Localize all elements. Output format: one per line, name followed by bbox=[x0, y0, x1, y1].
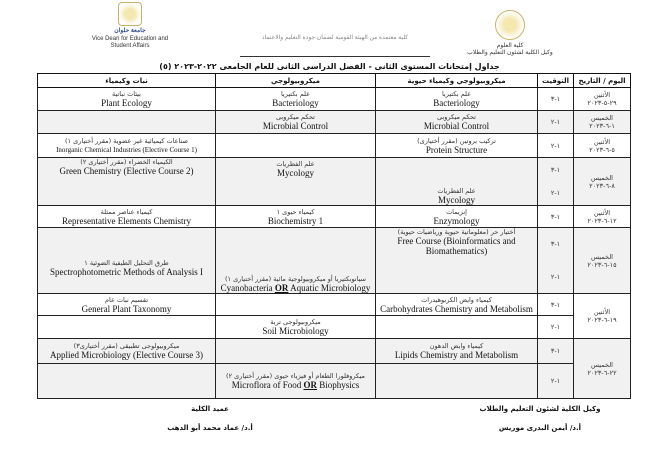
cell-biochem: علم الفطريات Mycology bbox=[376, 158, 538, 206]
cell-micro bbox=[216, 339, 376, 364]
table-header bbox=[38, 74, 631, 88]
cell-date: الأثنين ١٢-٦-٢٠٢٣ bbox=[574, 206, 631, 228]
cell-biochem: كيمياء وايض الدهون Lipids Chemistry and Metabolism bbox=[376, 339, 538, 364]
cell-plant: صناعات كيميائية غير عضوية (مقرر أختيارى ١) Inorganic Chemical Industries (Elective Course 1) bbox=[38, 134, 216, 158]
cell-micro: علم بكتيريا Bacteriology bbox=[216, 88, 376, 111]
cell-micro: كيمياء حيوى ١ Biochemistry 1 bbox=[216, 206, 376, 228]
table-row bbox=[38, 158, 631, 182]
vice-dean-name: أ.د/ أيمن البدرى موريس bbox=[498, 424, 582, 432]
col-plant-chemistry: نبات وكيمياء bbox=[38, 74, 216, 88]
cell-date: الأثنين ٥-٦-٢٠٢٣ bbox=[574, 134, 631, 158]
cell-date: الخميس ١-٦-٢٠٢٣ bbox=[574, 111, 631, 134]
cell-biochem: أختيار حر (معلوماتية حيوية ورياضيات حيوية) Free Course (Bioinformatics and Biomathematics) bbox=[376, 228, 538, 294]
cell-time: ١-٢ bbox=[538, 364, 574, 399]
vice-dean-line1: Vice Dean for Education and bbox=[91, 36, 169, 42]
vice-dean-title: وكيل الكلية لشئون التعليم والطلاب bbox=[479, 405, 601, 413]
cell-biochem: إنزيمات Enzymology bbox=[376, 206, 538, 228]
cell-biochem: تحكم ميكروبى Microbial Control bbox=[376, 111, 538, 134]
cell-time: ١-٢ bbox=[538, 316, 574, 339]
cell-time: ١-٣ bbox=[538, 339, 574, 364]
faculty-logo bbox=[495, 10, 525, 40]
col-microbiology: ميكروبيولوجي bbox=[216, 74, 376, 88]
cell-biochem: تركيب بروتين (مقرر أختيارى) Protein Structure bbox=[376, 134, 538, 158]
cell-micro bbox=[216, 294, 376, 316]
table-row bbox=[38, 316, 631, 339]
cell-micro bbox=[216, 134, 376, 158]
cell-time: ١-٣ bbox=[538, 158, 574, 182]
cell-time: ١-٢ bbox=[538, 182, 574, 206]
cell-plant: الكيمياء الخضراء (مقرر أختيارى ٢) Green Chemistry (Elective Course 2) bbox=[38, 158, 216, 206]
faculty-name: كلية العلوم bbox=[496, 43, 524, 49]
faculty-subtitle: وكيل الكلية لشئون التعليم والطلاب bbox=[467, 50, 553, 56]
cell-time: ١-٣ bbox=[538, 206, 574, 228]
cell-date: الأثنين ١٩-٦-٢٠٢٣ bbox=[574, 294, 631, 339]
table-row bbox=[38, 228, 631, 261]
table-row bbox=[38, 206, 631, 228]
cell-date: الخميس ٢٢-٦-٢٠٢٣ bbox=[574, 339, 631, 399]
cell-plant bbox=[38, 316, 216, 339]
accreditation-text: كلية معتمدة من الهيئة القومية لضمان جودة التعليم والاعتماد bbox=[261, 35, 409, 41]
page-title: جداول إمتحانات المستوى الثانى - الفصل الدراسى الثانى للعام الجامعى ٢٠٢٢-٢٠٢٣ (٥) bbox=[159, 62, 500, 71]
table-row bbox=[38, 339, 631, 364]
table-row bbox=[38, 111, 631, 134]
cell-micro: ميكروبيولوجى تربة Soil Microbiology bbox=[216, 316, 376, 339]
cell-date: الأثنين ٢٩-٥-٢٠٢٣ bbox=[574, 88, 631, 111]
cell-plant bbox=[38, 364, 216, 399]
exam-schedule-table bbox=[37, 73, 631, 399]
cell-time: ١-٣ bbox=[538, 294, 574, 316]
cell-time: ١-٢ bbox=[538, 134, 574, 158]
cell-plant: ميكروبيولوجى تطبيقى (مقرر أختيارى٣) Applied Microbiology (Elective Course 3) bbox=[38, 339, 216, 364]
cell-plant: تقسيم نبات عام General Plant Taxonomy bbox=[38, 294, 216, 316]
cell-date: الخميس ٨-٦-٢٠٢٣ bbox=[574, 158, 631, 206]
cell-date: الخميس ١٥-٦-٢٠٢٣ bbox=[574, 228, 631, 294]
table-row bbox=[38, 294, 631, 316]
cell-plant: كيمياء عناصر ممثلة Representative Elements Chemistry bbox=[38, 206, 216, 228]
cell-plant: طرق التحليل الطيفية الضوئية ١ Spectrophotometric Methods of Analysis I bbox=[38, 228, 216, 294]
cell-micro: تحكم ميكروبى Microbial Control bbox=[216, 111, 376, 134]
header-divider bbox=[240, 56, 430, 57]
university-logo bbox=[118, 2, 142, 26]
table-row bbox=[38, 134, 631, 158]
cell-biochem bbox=[376, 364, 538, 399]
cell-micro: علم الفطريات Mycology bbox=[216, 158, 376, 206]
cell-plant: بيئات نباتية Plant Ecology bbox=[38, 88, 216, 111]
col-date: اليوم / التاريخ bbox=[574, 74, 631, 88]
dean-title: عميد الكلية bbox=[191, 405, 229, 413]
cell-biochem bbox=[376, 316, 538, 339]
cell-plant bbox=[38, 111, 216, 134]
cell-time: ١-٣ bbox=[538, 228, 574, 261]
dean-name: أ.د/ عماد محمد أبو الدهب bbox=[167, 424, 253, 432]
vice-dean-line2: Student Affairs bbox=[110, 43, 150, 49]
university-logo-text: جامعة حلوان bbox=[114, 28, 146, 34]
cell-time: ١-٢ bbox=[538, 111, 574, 134]
cell-biochem: علم بكتيريا Bacteriology bbox=[376, 88, 538, 111]
col-micro-biochem: ميكروبيولوجي وكيمياء حيوية bbox=[376, 74, 538, 88]
table-row bbox=[38, 364, 631, 399]
cell-micro: ميكروفلورا الطعام أو فيزياء حيوى (مقرر أختيارى ٢) Microflora of Food OR Biophysics bbox=[216, 364, 376, 399]
col-time: التوقيت bbox=[538, 74, 574, 88]
cell-micro: سيانوبكتيريا أو ميكروبيولوجية مائية (مقرر أختيارى ١) Cyanobacteria OR Aquatic Microbiology bbox=[216, 228, 376, 294]
table-row bbox=[38, 88, 631, 111]
cell-time: ١-٣ bbox=[538, 88, 574, 111]
cell-time: ١-٢ bbox=[538, 261, 574, 294]
cell-biochem: كيمياء وايض الكربوهيدرات Carbohydrates Chemistry and Metabolism bbox=[376, 294, 538, 316]
